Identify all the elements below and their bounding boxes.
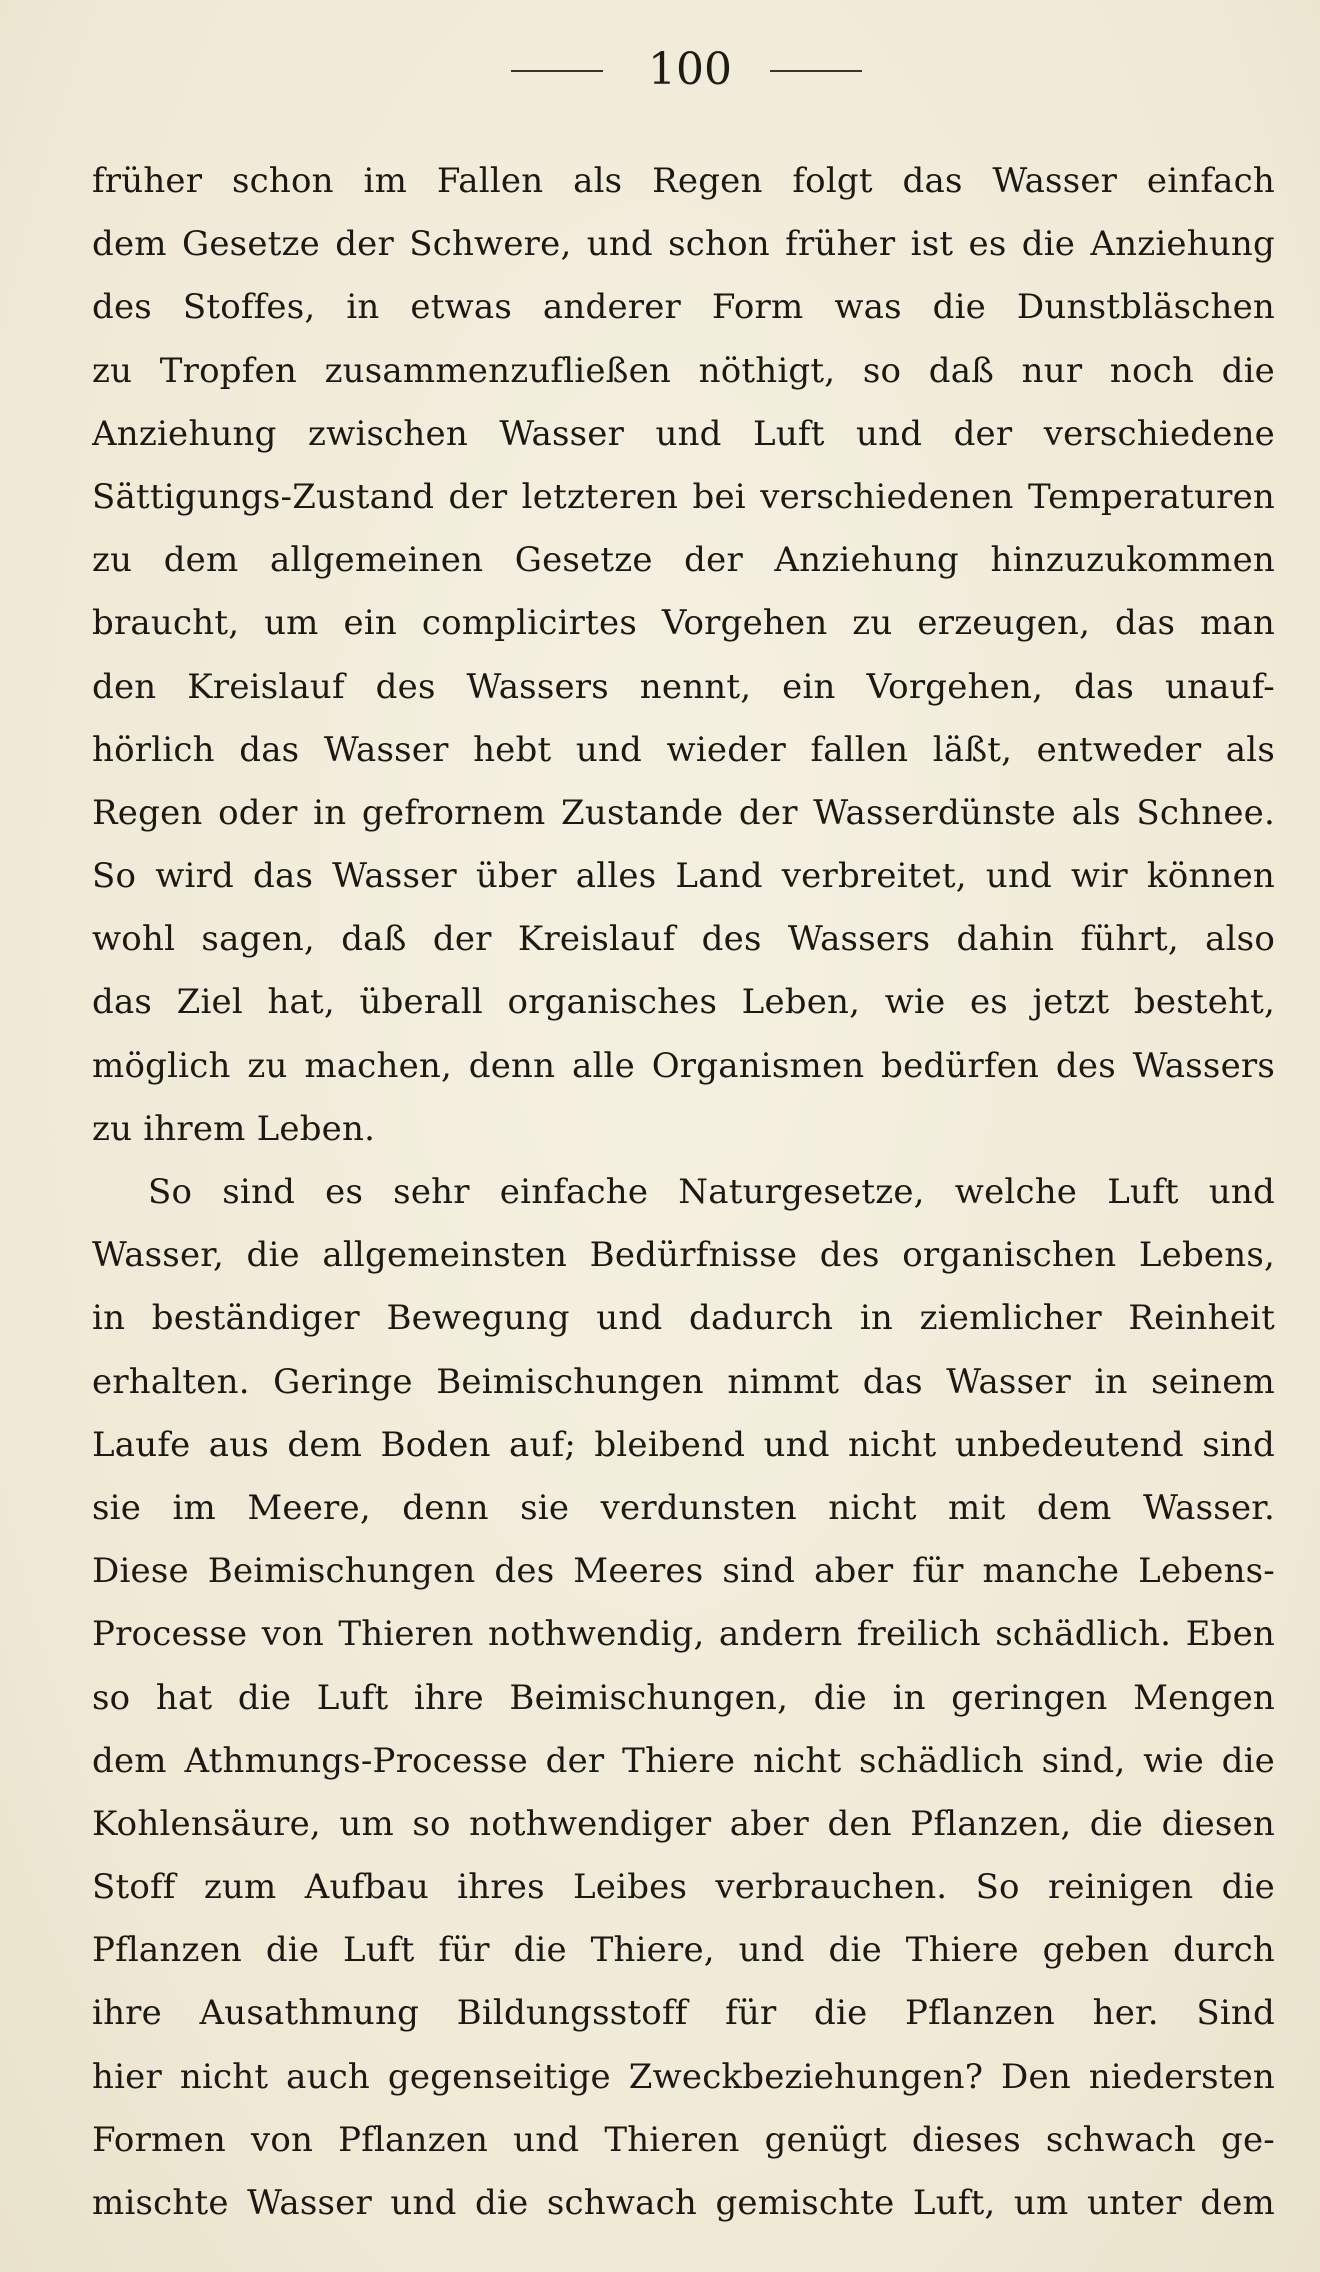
text-line: ihre Ausathmung Bildungsstoff für die Pflanzen her. Sind [92, 1993, 1275, 2034]
text-line: hier nicht auch gegenseitige Zweckbeziehungen? Den niedersten [92, 2056, 1275, 2097]
text-line: früher schon im Fallen als Regen folgt das Wasser einfach [92, 161, 1275, 201]
text-line: den Kreislauf des Wassers nennt, ein Vorgehen, das unauf- [92, 666, 1275, 707]
text-line: Diese Beimischungen des Meeres sind aber für manche Lebens- [92, 1551, 1275, 1592]
text-line: dem Gesetze der Schwere, und schon früher ist es die Anziehung [92, 224, 1275, 265]
text-line: sie im Meere, denn sie verdunsten nicht mit dem Wasser. [92, 1487, 1275, 1528]
text-line: das Ziel hat, überall organisches Leben, wie es jetzt besteht, [92, 982, 1275, 1023]
text-line: des Stoffes, in etwas anderer Form was die Dunstbläschen [92, 287, 1275, 328]
header-rule-right [770, 70, 862, 72]
page-header [0, 40, 1320, 100]
page-number: 100 [648, 44, 732, 95]
text-line: Stoff zum Aufbau ihres Leibes verbrauchen. So reinigen die [92, 1867, 1275, 1908]
text-line: Laufe aus dem Boden auf; bleibend und nicht unbedeutend sind [92, 1424, 1275, 1465]
text-line: dem Athmungs-Processe der Thiere nicht schädlich sind, wie die [92, 1740, 1275, 1781]
text-line: zu Tropfen zusammenzufließen nöthigt, so daß nur noch die [92, 350, 1275, 391]
text-line: Wasser, die allgemeinsten Bedürfnisse des organischen Lebens, [92, 1235, 1275, 1276]
text-line: braucht, um ein complicirtes Vorgehen zu erzeugen, das man [92, 603, 1275, 644]
text-line: Sättigungs-Zustand der letzteren bei verschiedenen Temperaturen [92, 476, 1275, 517]
text-line: zu dem allgemeinen Gesetze der Anziehung hinzuzukommen [92, 540, 1275, 581]
text-line: Formen von Pflanzen und Thieren genügt dieses schwach ge- [92, 2119, 1275, 2160]
text-line: Regen oder in gefrornem Zustande der Wasserdünste als Schnee. [92, 792, 1275, 833]
text-line: Anziehung zwischen Wasser und Luft und der verschiedene [92, 413, 1275, 454]
text-line: in beständiger Bewegung und dadurch in ziemlicher Reinheit [92, 1298, 1275, 1339]
text-line: Processe von Thieren nothwendig, andern freilich schädlich. Eben [92, 1614, 1275, 1655]
text-line: So sind es sehr einfache Naturgesetze, welche Luft und [148, 1172, 1275, 1212]
text-line: möglich zu machen, denn alle Organismen bedürfen des Wassers [92, 1045, 1275, 1086]
text-line: zu ihrem Leben. [92, 1108, 376, 1149]
text-line: erhalten. Geringe Beimischungen nimmt das Wasser in seinem [92, 1361, 1275, 1402]
header-rule-left [511, 70, 603, 72]
text-line: wohl sagen, daß der Kreislauf des Wassers dahin führt, also [92, 919, 1275, 960]
text-line: mischte Wasser und die schwach gemischte Luft, um unter dem [92, 2183, 1275, 2223]
text-line: Pflanzen die Luft für die Thiere, und die Thiere geben durch [92, 1930, 1275, 1971]
text-line: so hat die Luft ihre Beimischungen, die in geringen Mengen [92, 1677, 1275, 1718]
text-line: Kohlensäure, um so nothwendiger aber den Pflanzen, die diesen [92, 1803, 1275, 1844]
text-line: hörlich das Wasser hebt und wieder fallen läßt, entweder als [92, 729, 1275, 770]
text-line: So wird das Wasser über alles Land verbreitet, und wir können [92, 856, 1275, 897]
body-text [92, 150, 1275, 2235]
